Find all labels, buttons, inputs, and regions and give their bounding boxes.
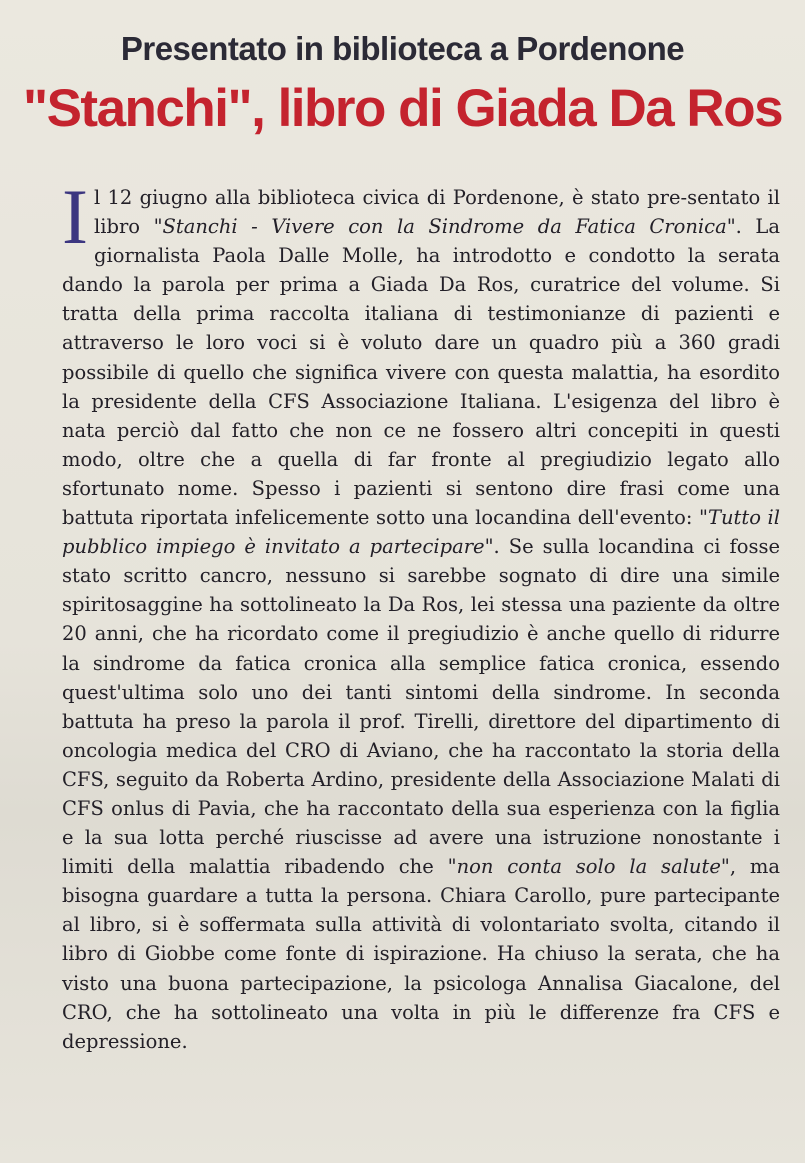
article-headline: "Stanchi", libro di Giada Da Ros — [22, 79, 783, 138]
article-quote-book-title: "Stanchi - Vivere con la Sindrome da Fatica Cronica" — [153, 215, 736, 239]
article-quote-health: "non conta solo la salute" — [447, 855, 730, 879]
bleed-through-text — [60, 0, 760, 30]
article-text-segment: l 12 giugno alla biblioteca civica di Pordenone, è stato pre-sentato il libro — [93, 186, 780, 239]
article-quote-poster: "Tutto il pubblico impiego è invitato a partecipare" — [62, 506, 780, 559]
article-text-segment: . Se sulla locandina ci fosse stato scritto cancro, nessuno si sarebbe sognato di dire una simile spiritosaggine ha sottolineato la Da Ros, lei stessa una paziente da oltre 20 anni, che ha ricordato come il pregiudizio è anche quello di ridurre la sindrome da fatica cronica alla semplice fatica cronica, essendo quest'ultima solo uno dei tanti sintomi della sindrome. In seconda battuta ha preso la parola il prof. Tirelli, direttore del dipartimento di oncologia medica del CRO di Aviano, che ha raccontato la storia della CFS, seguito da Roberta Ardino, presidente della Associazione Malati di CFS onlus di Pavia, che ha raccontato della sua esperienza con la figlia e la sua lotta perché riuscisse ad avere una istruzione nonostante i limiti della malattia ribadendo che — [62, 535, 780, 879]
article-body — [62, 173, 780, 1056]
drop-cap: I — [62, 173, 88, 260]
article-kicker: Presentato in biblioteca a Pordenone — [120, 30, 685, 67]
article-text-segment: , ma bisogna guardare a tutta la persona. Chiara Carollo, pure partecipante al libro, si è soffermata sulla attività di volontariato svolta, citando il libro di Giobbe come fonte di ispirazione. Ha chiuso la serata, che ha visto una buona partecipazione, la psicologa Annalisa Giacalone, del CRO, che ha sottolineato una volta in più le differenze fra CFS e depressione. — [62, 855, 780, 1053]
article-text-segment: . La giornalista Paola Dalle Molle, ha introdotto e condotto la serata dando la parola per prima a Giada Da Ros, curatrice del volume. Si tratta della prima raccolta italiana di testimonianze di pazienti e attraverso le loro voci si è voluto dare un quadro più a 360 gradi possibile di quello che significa vivere con questa malattia, ha esordito la presidente della CFS Associazione Italiana. L'esigenza del libro è nata perciò dal fatto che non ce ne fossero altri concepiti in questi modo, oltre che a quella di far fronte al pregiudizio legato allo sfortunato nome. Spesso i pazienti si sentono dire frasi come una battuta riportata infelicemente sotto una locandina dell'evento: — [62, 215, 780, 530]
